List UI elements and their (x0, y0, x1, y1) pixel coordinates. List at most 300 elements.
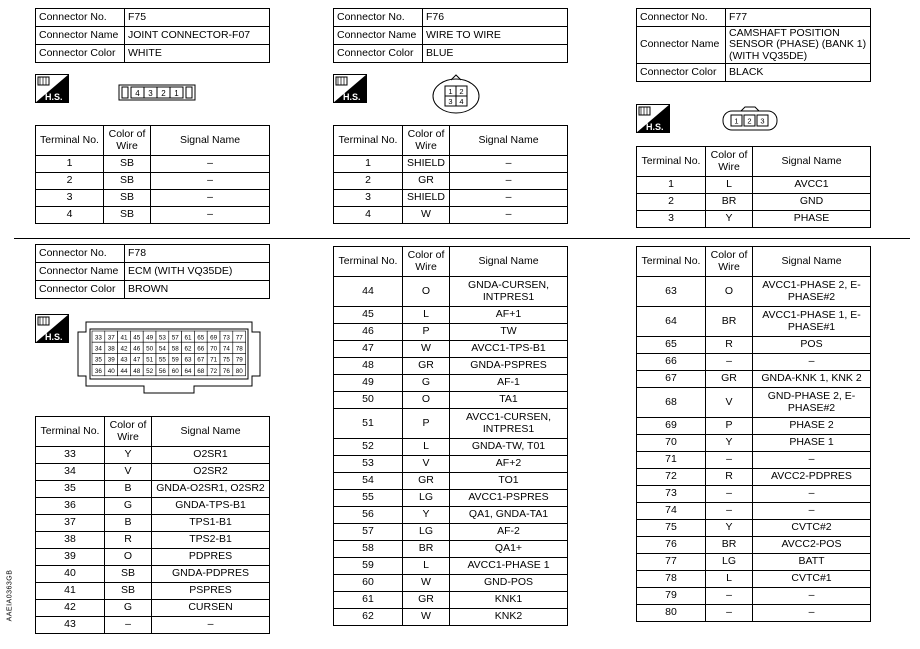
signal-name-cell: POS (753, 337, 871, 354)
pin-label: 40 (107, 367, 115, 375)
wire-color-cell: L (706, 571, 753, 588)
wire-color-cell: P (706, 418, 753, 435)
table-row (36, 617, 270, 634)
terminal-no-cell: 56 (334, 507, 403, 524)
wire-color-cell: G (105, 498, 152, 515)
signal-name-cell: O2SR1 (152, 447, 270, 464)
table-row (36, 583, 270, 600)
signal-name-cell: CVTC#1 (753, 571, 871, 588)
wire-color-cell: SB (104, 173, 151, 190)
terminal-no-cell: 44 (334, 277, 403, 307)
terminal-no-cell: 49 (334, 375, 403, 392)
signal-name-cell: CVTC#2 (753, 520, 871, 537)
wire-color-cell: G (403, 375, 450, 392)
f77-header-table (636, 8, 871, 82)
col-signal-name: Signal Name (753, 247, 871, 277)
table-row (334, 324, 568, 341)
table-row (334, 575, 568, 592)
terminal-no-cell: 64 (637, 307, 706, 337)
pin-label: 70 (210, 345, 218, 353)
wire-color-cell: R (706, 469, 753, 486)
wire-color-cell: W (403, 341, 450, 358)
terminal-no-cell: 4 (334, 207, 403, 224)
table-row (637, 194, 871, 211)
terminal-no-cell: 40 (36, 566, 105, 583)
signal-name-cell: – (753, 503, 871, 520)
signal-name-cell: GNDA-TPS-B1 (152, 498, 270, 515)
pin-label: 37 (107, 334, 115, 342)
f75-connector-no: F75 (125, 9, 270, 27)
table-row (637, 354, 871, 371)
col-wire-color: Color of Wire (105, 417, 152, 447)
f75-connector-name: JOINT CONNECTOR-F07 (125, 27, 270, 45)
signal-name-cell: AVCC1 (753, 177, 871, 194)
terminal-no-cell: 36 (36, 498, 105, 515)
signal-name-cell: – (450, 190, 568, 207)
wire-color-cell: – (706, 605, 753, 622)
col-signal-name: Signal Name (753, 147, 871, 177)
pin-label: 58 (171, 345, 179, 353)
signal-name-cell: BATT (753, 554, 871, 571)
terminal-no-cell: 3 (637, 211, 706, 228)
signal-name-cell: – (753, 588, 871, 605)
pin-label: 2 (459, 87, 464, 96)
signal-name-cell: TW (450, 324, 568, 341)
signal-name-cell: GNDA-PSPRES (450, 358, 568, 375)
signal-name-cell: KNK1 (450, 592, 568, 609)
wire-color-cell: – (706, 588, 753, 605)
harness-side-icon (35, 314, 69, 343)
pin-label: 47 (133, 356, 141, 364)
f76-connector-face (430, 74, 482, 116)
label-connector-name: Connector Name (637, 27, 726, 64)
wire-color-cell: GR (403, 358, 450, 375)
col-wire-color: Color of Wire (706, 247, 753, 277)
table-row (637, 503, 871, 520)
pin-label: 79 (235, 356, 243, 364)
col-wire-color: Color of Wire (104, 126, 151, 156)
wire-color-cell: SB (104, 190, 151, 207)
pin-label: 73 (222, 334, 230, 342)
col-wire-color: Color of Wire (403, 247, 450, 277)
pin-label: 49 (146, 334, 154, 342)
f77-connector-name: CAMSHAFT POSITION SENSOR (PHASE) (BANK 1) (WITH VQ35DE) (726, 27, 871, 64)
table-row (637, 588, 871, 605)
svg-text:H.S.: H.S. (45, 332, 63, 342)
signal-name-cell: – (450, 173, 568, 190)
pin-label: 62 (184, 345, 192, 353)
pin-label: 67 (197, 356, 205, 364)
terminal-no-cell: 73 (637, 486, 706, 503)
f75-connector-face (118, 83, 198, 103)
terminal-no-cell: 3 (334, 190, 403, 207)
table-row (36, 515, 270, 532)
col-wire-color: Color of Wire (403, 126, 450, 156)
signal-name-cell: – (151, 156, 270, 173)
wire-color-cell: GR (706, 371, 753, 388)
terminal-no-cell: 38 (36, 532, 105, 549)
signal-name-cell: – (753, 452, 871, 469)
svg-text:H.S.: H.S. (45, 92, 63, 102)
pin-label: 36 (94, 367, 102, 375)
table-row (36, 498, 270, 515)
terminal-no-cell: 66 (637, 354, 706, 371)
svg-text:H.S.: H.S. (646, 122, 664, 132)
table-row (637, 307, 871, 337)
f78-terminal-table-a (35, 416, 270, 634)
pin-label: 45 (133, 334, 141, 342)
table-row (637, 371, 871, 388)
signal-name-cell: GNDA-CURSEN, INTPRES1 (450, 277, 568, 307)
signal-name-cell: GNDA-KNK 1, KNK 2 (753, 371, 871, 388)
pin-label: 74 (222, 345, 230, 353)
table-row (334, 592, 568, 609)
wire-color-cell: B (105, 481, 152, 498)
table-row (637, 571, 871, 588)
label-connector-no: Connector No. (36, 245, 125, 263)
table-row (637, 554, 871, 571)
wire-color-cell: Y (706, 520, 753, 537)
table-row (637, 486, 871, 503)
f76-connector-no: F76 (423, 9, 568, 27)
pin-label: 71 (210, 356, 218, 364)
signal-name-cell: – (753, 486, 871, 503)
table-row (36, 549, 270, 566)
terminal-no-cell: 50 (334, 392, 403, 409)
signal-name-cell: AVCC1-PHASE 1, E-PHASE#1 (753, 307, 871, 337)
f77-connector-color: BLACK (726, 64, 871, 82)
wire-color-cell: SB (104, 207, 151, 224)
table-row (36, 207, 270, 224)
terminal-no-cell: 55 (334, 490, 403, 507)
table-row (334, 456, 568, 473)
signal-name-cell: QA1+ (450, 541, 568, 558)
terminal-no-cell: 72 (637, 469, 706, 486)
terminal-no-cell: 48 (334, 358, 403, 375)
wire-color-cell: Y (403, 507, 450, 524)
terminal-no-cell: 39 (36, 549, 105, 566)
wire-color-cell: R (105, 532, 152, 549)
figure-code: AAEIA0363GB (6, 569, 14, 622)
signal-name-cell: – (151, 190, 270, 207)
table-row (637, 469, 871, 486)
table-row (36, 566, 270, 583)
pin-label: 1 (448, 87, 453, 96)
label-connector-name: Connector Name (36, 263, 125, 281)
terminal-no-cell: 77 (637, 554, 706, 571)
signal-name-cell: CURSEN (152, 600, 270, 617)
table-row (36, 532, 270, 549)
label-connector-no: Connector No. (637, 9, 726, 27)
terminal-no-cell: 52 (334, 439, 403, 456)
table-row (334, 358, 568, 375)
f76-header-table (333, 8, 568, 63)
signal-name-cell: AF+2 (450, 456, 568, 473)
terminal-no-cell: 41 (36, 583, 105, 600)
signal-name-cell: GND (753, 194, 871, 211)
pin-label: 64 (184, 367, 192, 375)
f75-terminal-table (35, 125, 270, 224)
pin-label: 43 (120, 356, 128, 364)
wire-color-cell: Y (706, 435, 753, 452)
pin-label: 60 (171, 367, 179, 375)
f77-connector-no: F77 (726, 9, 871, 27)
table-row (334, 375, 568, 392)
wire-color-cell: V (105, 464, 152, 481)
pin-label: 61 (184, 334, 192, 342)
signal-name-cell: – (151, 207, 270, 224)
pin-label: 46 (133, 345, 141, 353)
signal-name-cell: AVCC2-POS (753, 537, 871, 554)
f78-terminal-table-b (333, 246, 568, 626)
terminal-no-cell: 37 (36, 515, 105, 532)
wire-color-cell: V (706, 388, 753, 418)
terminal-no-cell: 67 (637, 371, 706, 388)
col-terminal-no: Terminal No. (334, 247, 403, 277)
wire-color-cell: LG (403, 490, 450, 507)
signal-name-cell: AVCC1-PSPRES (450, 490, 568, 507)
table-row (637, 435, 871, 452)
svg-text:H.S.: H.S. (343, 92, 361, 102)
table-row (334, 392, 568, 409)
terminal-no-cell: 1 (637, 177, 706, 194)
terminal-no-cell: 78 (637, 571, 706, 588)
signal-name-cell: GNDA-O2SR1, O2SR2 (152, 481, 270, 498)
wire-color-cell: L (403, 558, 450, 575)
pin-label: 41 (120, 334, 128, 342)
table-row (36, 190, 270, 207)
pin-label: 51 (146, 356, 154, 364)
table-row (334, 524, 568, 541)
table-row (637, 418, 871, 435)
wire-color-cell: L (706, 177, 753, 194)
terminal-no-cell: 35 (36, 481, 105, 498)
terminal-no-cell: 59 (334, 558, 403, 575)
wire-color-cell: O (403, 277, 450, 307)
signal-name-cell: GND-POS (450, 575, 568, 592)
signal-name-cell: AVCC1-CURSEN, INTPRES1 (450, 409, 568, 439)
wire-color-cell: W (403, 207, 450, 224)
signal-name-cell: – (450, 156, 568, 173)
pin-label: 38 (107, 345, 115, 353)
table-row (334, 156, 568, 173)
terminal-no-cell: 65 (637, 337, 706, 354)
terminal-no-cell: 3 (36, 190, 104, 207)
label-connector-no: Connector No. (36, 9, 125, 27)
terminal-no-cell: 60 (334, 575, 403, 592)
col-terminal-no: Terminal No. (36, 417, 105, 447)
table-row (334, 341, 568, 358)
terminal-no-cell: 2 (334, 173, 403, 190)
terminal-no-cell: 80 (637, 605, 706, 622)
pin-label: 44 (120, 367, 128, 375)
signal-name-cell: GNDA-TW, T01 (450, 439, 568, 456)
terminal-no-cell: 42 (36, 600, 105, 617)
f78-connector-face (74, 316, 264, 396)
signal-name-cell: PDPRES (152, 549, 270, 566)
table-row (334, 473, 568, 490)
table-row (637, 605, 871, 622)
f76-terminal-table (333, 125, 568, 224)
col-terminal-no: Terminal No. (637, 147, 706, 177)
table-row (36, 600, 270, 617)
label-connector-no: Connector No. (334, 9, 423, 27)
signal-name-cell: – (151, 173, 270, 190)
f78-connector-name: ECM (WITH VQ35DE) (125, 263, 270, 281)
terminal-no-cell: 2 (637, 194, 706, 211)
table-row (637, 277, 871, 307)
terminal-no-cell: 54 (334, 473, 403, 490)
terminal-no-cell: 34 (36, 464, 105, 481)
col-wire-color: Color of Wire (706, 147, 753, 177)
table-row (36, 481, 270, 498)
f78-header-table (35, 244, 270, 299)
terminal-no-cell: 75 (637, 520, 706, 537)
label-connector-color: Connector Color (334, 45, 423, 63)
f78-connector-color: BROWN (125, 281, 270, 299)
pin-label: 35 (94, 356, 102, 364)
terminal-no-cell: 53 (334, 456, 403, 473)
table-row (36, 464, 270, 481)
wire-color-cell: Y (706, 211, 753, 228)
pin-label: 4 (135, 89, 140, 98)
pin-label: 59 (171, 356, 179, 364)
wire-color-cell: BR (706, 307, 753, 337)
pin-label: 42 (120, 345, 128, 353)
signal-name-cell: – (753, 354, 871, 371)
signal-name-cell: PHASE 2 (753, 418, 871, 435)
wire-color-cell: SB (105, 566, 152, 583)
col-terminal-no: Terminal No. (637, 247, 706, 277)
signal-name-cell: PSPRES (152, 583, 270, 600)
signal-name-cell: GNDA-PDPRES (152, 566, 270, 583)
f76-connector-name: WIRE TO WIRE (423, 27, 568, 45)
table-row (334, 439, 568, 456)
f76-connector-color: BLUE (423, 45, 568, 63)
wire-color-cell: SHIELD (403, 156, 450, 173)
pin-label: 80 (235, 367, 243, 375)
terminal-no-cell: 43 (36, 617, 105, 634)
terminal-no-cell: 71 (637, 452, 706, 469)
terminal-no-cell: 68 (637, 388, 706, 418)
terminal-no-cell: 61 (334, 592, 403, 609)
col-signal-name: Signal Name (450, 126, 568, 156)
wire-color-cell: – (706, 452, 753, 469)
terminal-no-cell: 62 (334, 609, 403, 626)
wire-color-cell: LG (706, 554, 753, 571)
terminal-no-cell: 51 (334, 409, 403, 439)
signal-name-cell: AF+1 (450, 307, 568, 324)
signal-name-cell: – (450, 207, 568, 224)
terminal-no-cell: 1 (36, 156, 104, 173)
pin-label: 3 (148, 89, 153, 98)
signal-name-cell: – (152, 617, 270, 634)
table-row (637, 520, 871, 537)
f78-terminal-table-c (636, 246, 871, 622)
wire-color-cell: O (105, 549, 152, 566)
pin-label: 57 (171, 334, 179, 342)
wire-color-cell: P (403, 324, 450, 341)
wire-color-cell: GR (403, 173, 450, 190)
pin-label: 56 (158, 367, 166, 375)
signal-name-cell: AVCC1-TPS-B1 (450, 341, 568, 358)
table-row (637, 452, 871, 469)
wire-color-cell: BR (706, 537, 753, 554)
pin-label: 33 (94, 334, 102, 342)
terminal-no-cell: 45 (334, 307, 403, 324)
wire-color-cell: BR (403, 541, 450, 558)
signal-name-cell: AF-2 (450, 524, 568, 541)
wire-color-cell: GR (403, 592, 450, 609)
terminal-no-cell: 58 (334, 541, 403, 558)
wire-color-cell: L (403, 307, 450, 324)
wire-color-cell: G (105, 600, 152, 617)
table-row (334, 173, 568, 190)
pin-label: 50 (146, 345, 154, 353)
table-row (637, 388, 871, 418)
signal-name-cell: TPS1-B1 (152, 515, 270, 532)
pin-label: 4 (459, 97, 464, 106)
pin-label: 2 (161, 89, 166, 98)
pin-label: 69 (210, 334, 218, 342)
label-connector-color: Connector Color (36, 281, 125, 299)
pin-label: 3 (448, 97, 453, 106)
signal-name-cell: AVCC1-PHASE 1 (450, 558, 568, 575)
pin-label: 3 (760, 116, 765, 126)
wire-color-cell: SHIELD (403, 190, 450, 207)
pin-label: 52 (146, 367, 154, 375)
terminal-no-cell: 2 (36, 173, 104, 190)
pin-label: 39 (107, 356, 115, 364)
table-row (334, 207, 568, 224)
terminal-no-cell: 47 (334, 341, 403, 358)
table-row (334, 307, 568, 324)
f77-terminal-table (636, 146, 871, 228)
signal-name-cell: AVCC2-PDPRES (753, 469, 871, 486)
col-signal-name: Signal Name (151, 126, 270, 156)
wire-color-cell: W (403, 575, 450, 592)
signal-name-cell: QA1, GNDA-TA1 (450, 507, 568, 524)
wire-color-cell: SB (104, 156, 151, 173)
pin-label: 76 (222, 367, 230, 375)
wire-color-cell: O (403, 392, 450, 409)
harness-side-icon (35, 74, 69, 103)
pin-label: 66 (197, 345, 205, 353)
wire-color-cell: LG (403, 524, 450, 541)
wire-color-cell: V (403, 456, 450, 473)
terminal-no-cell: 33 (36, 447, 105, 464)
f78-connector-no: F78 (125, 245, 270, 263)
terminal-no-cell: 46 (334, 324, 403, 341)
wire-color-cell: W (403, 609, 450, 626)
table-row (36, 447, 270, 464)
signal-name-cell: TA1 (450, 392, 568, 409)
terminal-no-cell: 70 (637, 435, 706, 452)
pin-label: 1 (174, 89, 179, 98)
terminal-no-cell: 1 (334, 156, 403, 173)
pin-label: 72 (210, 367, 218, 375)
table-row (334, 558, 568, 575)
pin-label: 55 (158, 356, 166, 364)
col-signal-name: Signal Name (152, 417, 270, 447)
pin-label: 65 (197, 334, 205, 342)
wire-color-cell: – (706, 354, 753, 371)
table-row (334, 409, 568, 439)
terminal-no-cell: 76 (637, 537, 706, 554)
wire-color-cell: R (706, 337, 753, 354)
pin-label: 2 (747, 116, 752, 126)
pin-label: 78 (235, 345, 243, 353)
